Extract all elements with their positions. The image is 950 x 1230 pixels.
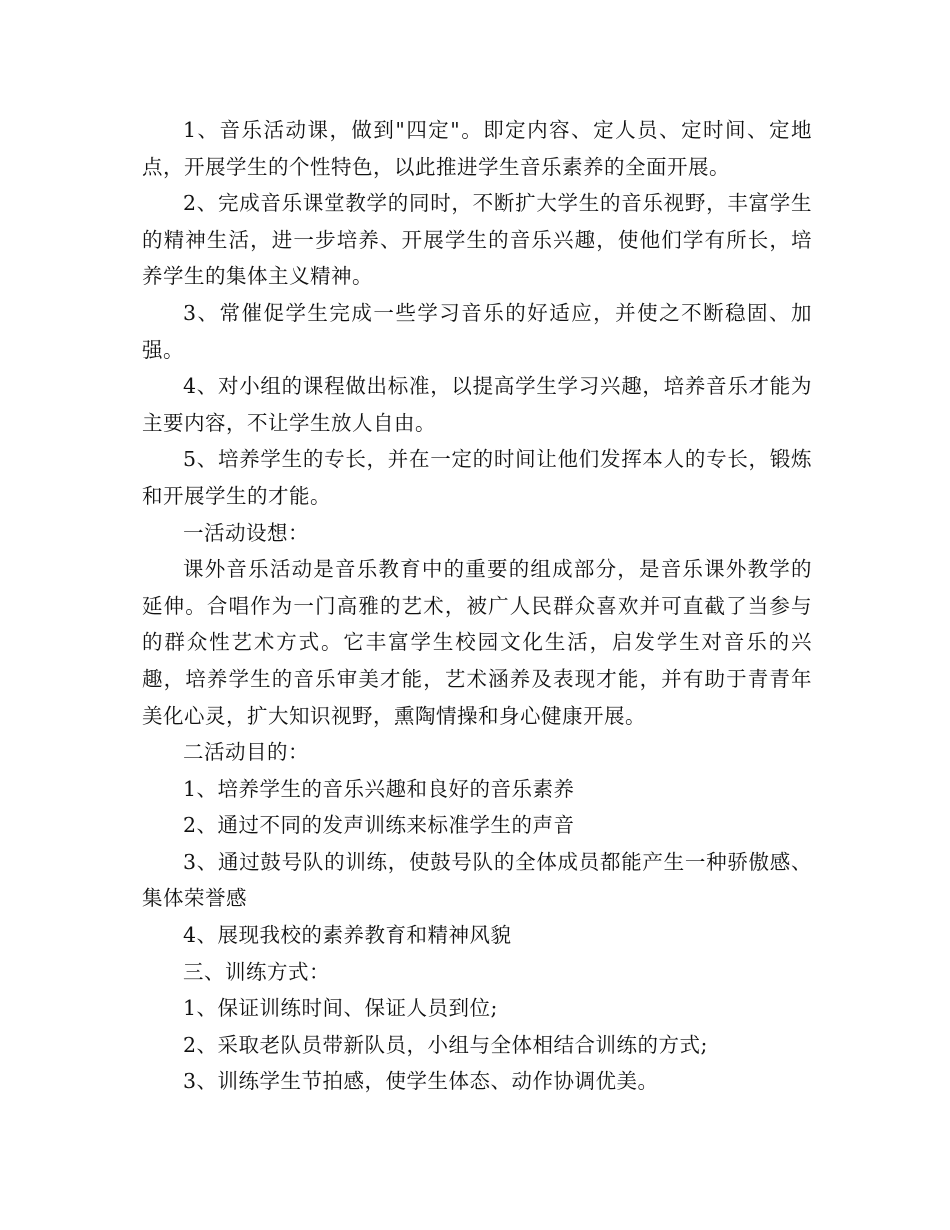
section-heading-3: 三、训练方式： <box>183 959 330 984</box>
paragraph-12: 2、采取老队员带新队员，小组与全体相结合训练的方式; <box>183 1032 708 1057</box>
document-body <box>142 112 812 1100</box>
paragraph-3: 3、常催促学生完成一些学习音乐的好适应，并使之不断稳固、加强。 <box>142 300 812 362</box>
paragraph-6: 课外音乐活动是音乐教育中的重要的组成部分，是音乐课外教学的延伸。合唱作为一门高雅的艺术，被广人民群众喜欢并可直截了当参与的群众性艺术方式。它丰富学生校园文化生活，启发学生对音乐的兴趣，培养学生的音乐审美才能，艺术涵养及表现才能，并有助于青青年美化心灵，扩大知识视野，熏陶情操和身心健康开展。 <box>142 557 812 728</box>
section-heading-2: 二活动目的： <box>183 740 309 765</box>
section-heading-1: 一活动设想： <box>183 520 309 545</box>
paragraph-5: 5、培养学生的专长，并在一定的时间让他们发挥本人的专长，锻炼和开展学生的才能。 <box>142 447 812 508</box>
paragraph-13: 3、训练学生节拍感，使学生体态、动作协调优美。 <box>183 1069 659 1094</box>
paragraph-8: 2、通过不同的发声训练来标准学生的声音 <box>183 813 575 838</box>
paragraph-11: 1、保证训练时间、保证人员到位; <box>183 996 498 1021</box>
paragraph-9: 3、通过鼓号队的训练，使鼓号队的全体成员都能产生一种骄傲感、集体荣誉感 <box>142 849 812 911</box>
paragraph-10: 4、展现我校的素养教育和精神风貌 <box>183 923 512 948</box>
paragraph-7: 1、培养学生的音乐兴趣和良好的音乐素养 <box>183 776 575 801</box>
paragraph-2: 2、完成音乐课堂教学的同时，不断扩大学生的音乐视野，丰富学生的精神生活，进一步培养、开展学生的音乐兴趣，使他们学有所长，培养学生的集体主义精神。 <box>142 191 812 289</box>
paragraph-4: 4、对小组的课程做出标准，以提高学生学习兴趣，培养音乐才能为主要内容，不让学生放人自由。 <box>142 374 812 435</box>
paragraph-1: 1、音乐活动课，做到"四定"。即定内容、定人员、定时间、定地点，开展学生的个性特色，以此推进学生音乐素养的全面开展。 <box>142 118 812 179</box>
